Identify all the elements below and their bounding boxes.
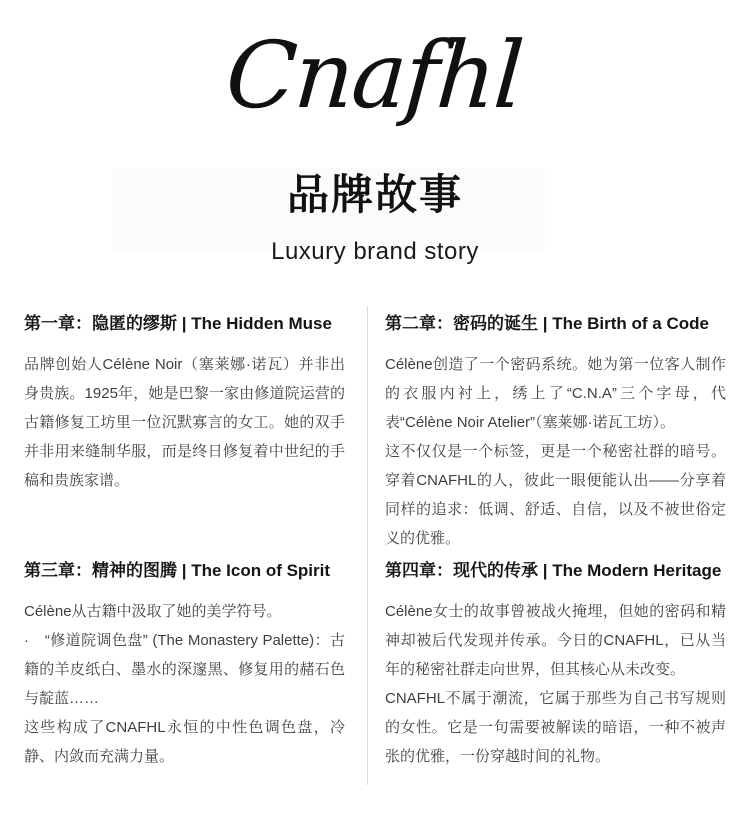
- page-title: 品牌故事: [286, 170, 463, 218]
- chapter-2-section: [367, 312, 750, 559]
- chapter-3-paragraph: · “修道院调色盘” (The Monastery Palette)：古籍的羊皮纸白、墨水的深邃黑、修复用的赭石色与靛蓝……: [24, 632, 345, 708]
- chapter-3-paragraph: 这些构成了CNAFHL永恒的中性色调色盘，冷静、内敛而充满力量。: [24, 719, 345, 766]
- column-divider: [367, 306, 368, 785]
- chapter-2-paragraph: Célène创造了一个密码系统。她为第一位客人制作的衣服内衬上，绣上了“C.N.A”三个字母，代表“Célène Noir Atelier”（塞莱娜·诺瓦工坊）。: [385, 356, 726, 432]
- chapter-4-title: 第四章：现代的传承 | The Modern Heritage: [385, 561, 722, 581]
- page-subtitle: Luxury brand story: [271, 238, 479, 266]
- chapter-1-paragraph: 品牌创始人Célène Noir（塞莱娜·诺瓦）并非出身贵族。1925年，她是巴黎一家由修道院运营的古籍修复工坊里一位沉默寡言的女工。她的双手并非用来缝制华服，而是终日修复着中世纪的手稿和贵族家谱。: [24, 356, 345, 490]
- chapter-2-title: 第二章：密码的诞生 | The Birth of a Code: [385, 314, 709, 334]
- chapter-1-section: [0, 312, 367, 559]
- chapter-2-paragraph: 这不仅仅是一个标签，更是一个秘密社群的暗号。穿着CNAFHL的人，彼此一眼便能认出——分享着同样的追求：低调、舒适、自信，以及不被世俗定义的优雅。: [385, 443, 726, 548]
- chapter-4-paragraph: Célène女士的故事曾被战火掩埋，但她的密码和精神却被后代发现并传承。今日的CNAFHL，已从当年的秘密社群走向世界，但其核心从未改变。: [385, 603, 726, 679]
- page-header: [0, 169, 750, 267]
- chapter-4-paragraph: CNAFHL不属于潮流，它属于那些为自己书写规则的女性。它是一句需要被解读的暗语，一种不被声张的优雅，一份穿越时间的礼物。: [385, 690, 726, 766]
- brand-logo: Cnafhl: [222, 22, 526, 129]
- chapter-1-title: 第一章：隐匿的缪斯 | The Hidden Muse: [24, 314, 332, 334]
- chapter-3-title: 第三章：精神的图腾 | The Icon of Spirit: [24, 561, 331, 581]
- chapter-3-section: [0, 559, 367, 771]
- chapter-4-section: [367, 559, 750, 771]
- chapter-3-paragraph: Célène从古籍中汲取了她的美学符号。: [24, 603, 282, 621]
- chapters-grid: [0, 312, 750, 771]
